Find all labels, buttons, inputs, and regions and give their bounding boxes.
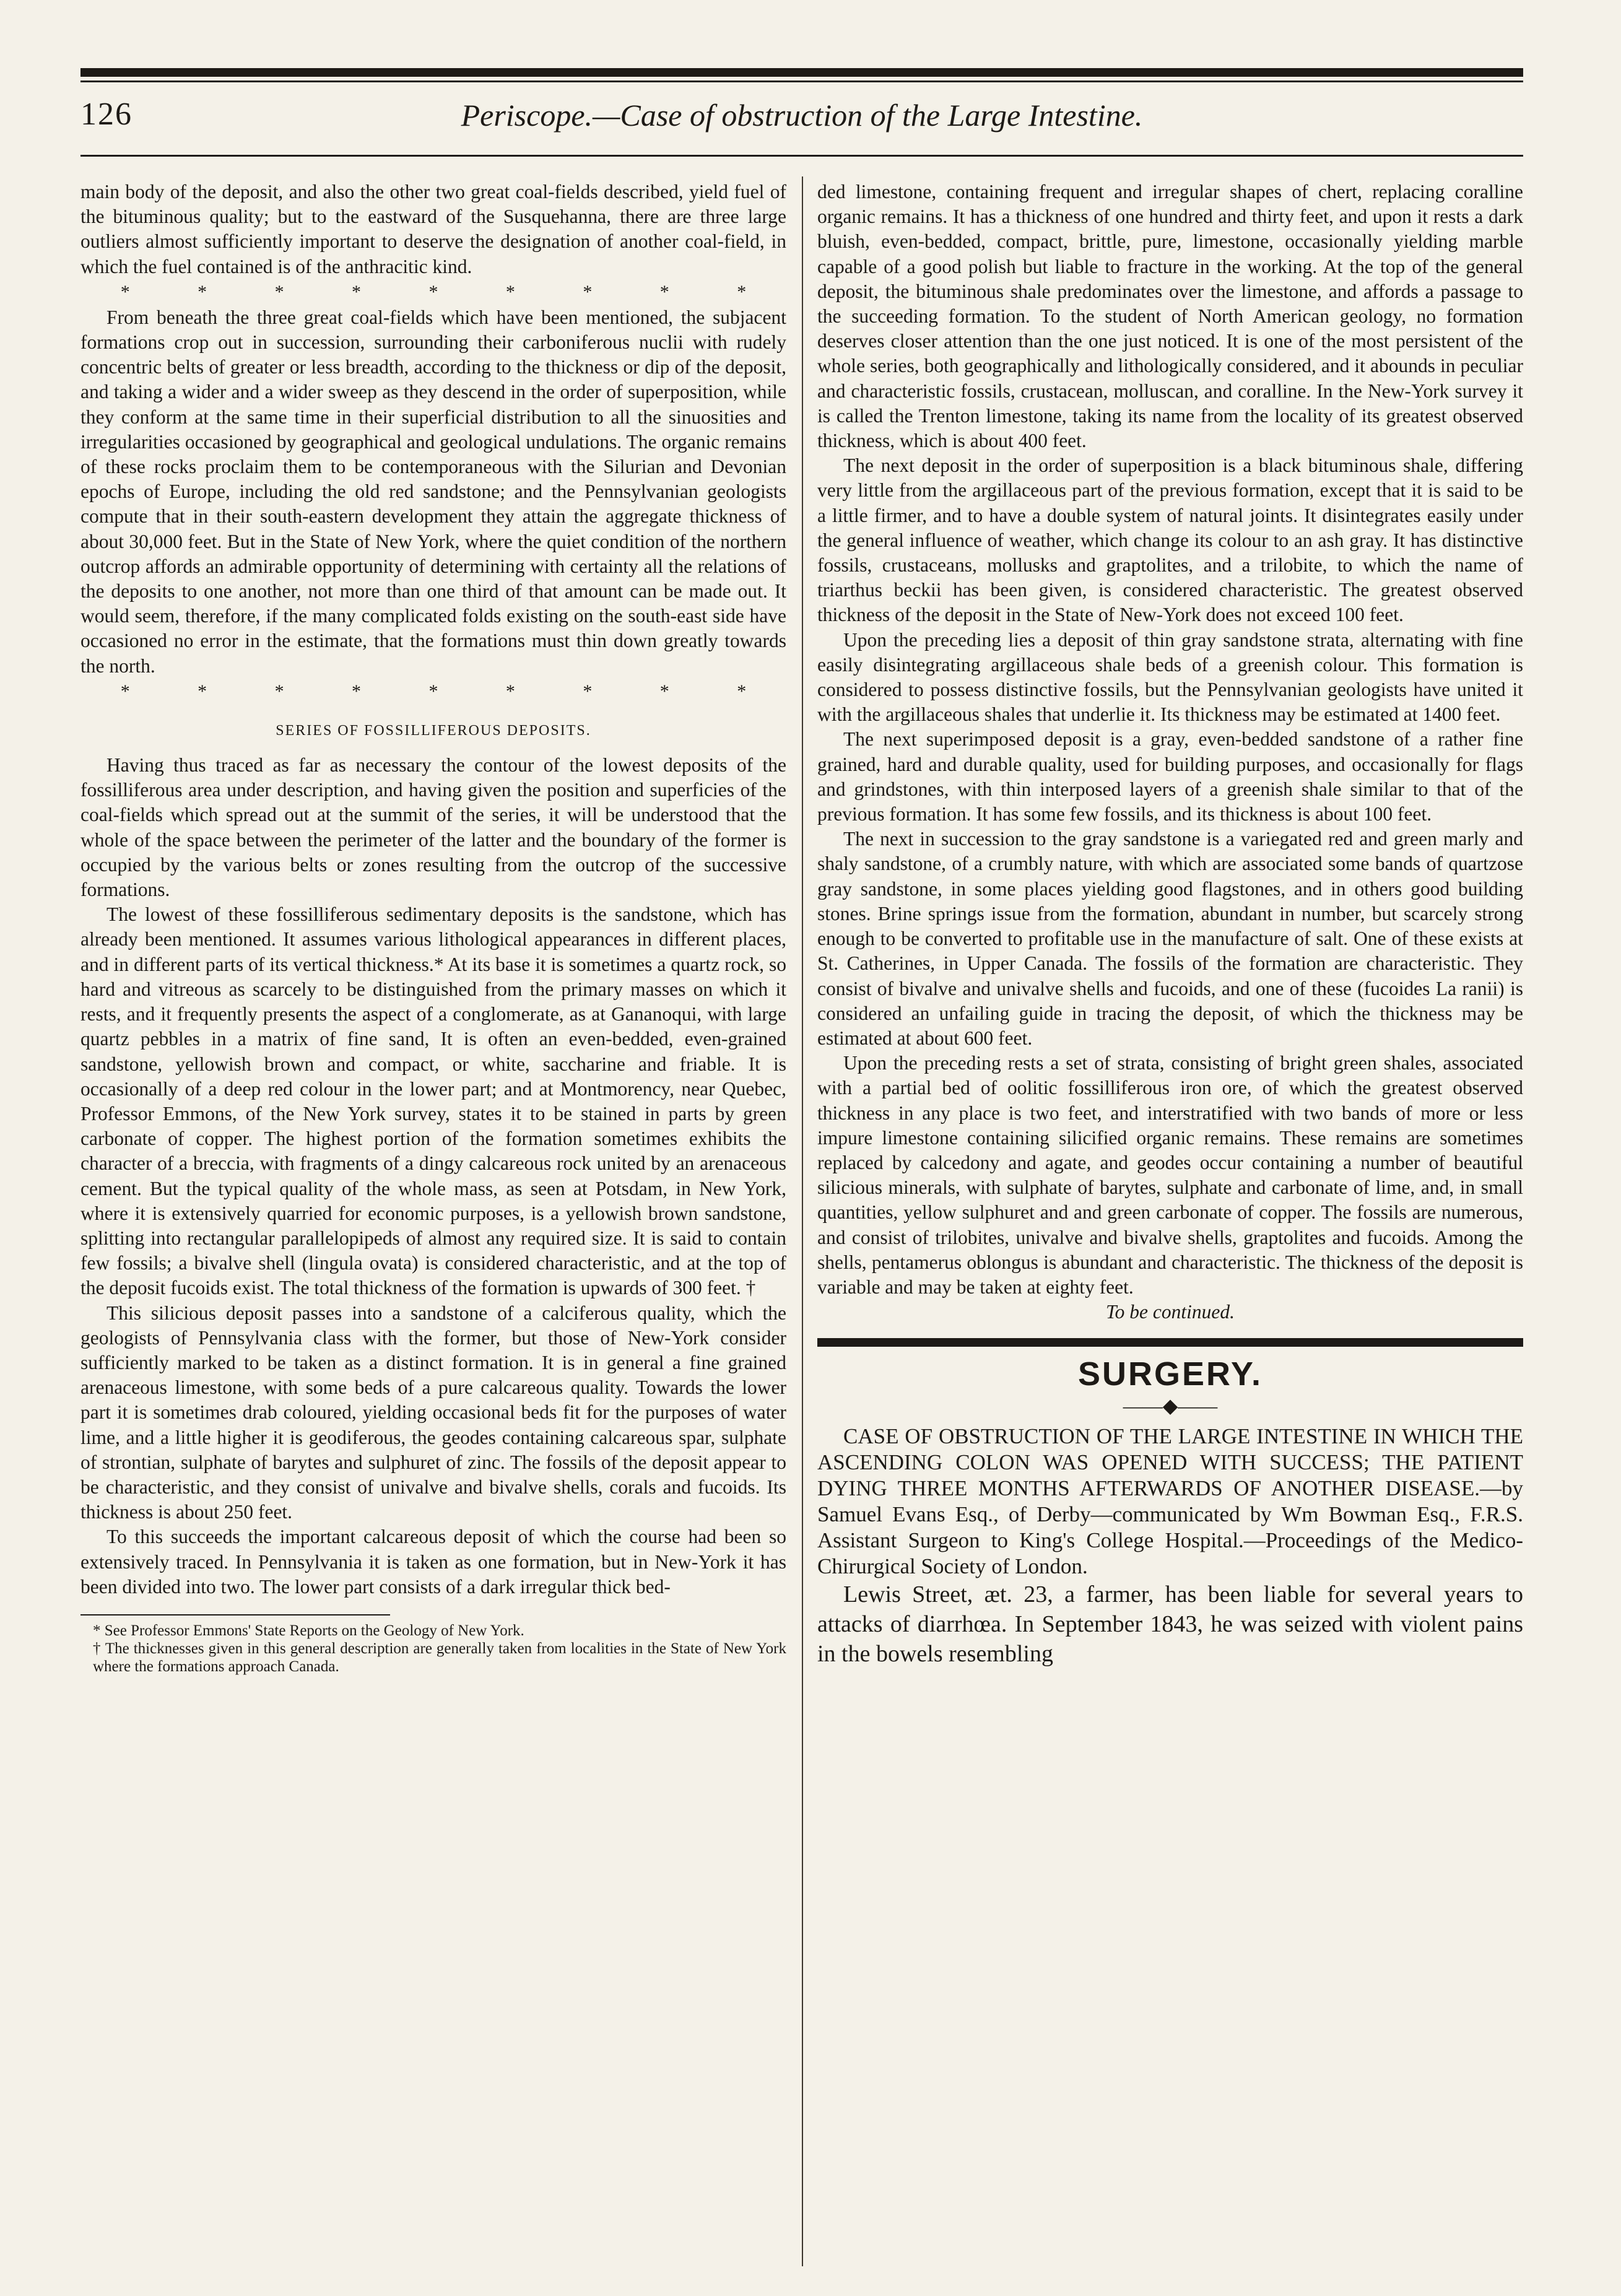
case-heading: CASE OF OBSTRUCTION OF THE LARGE INTESTINE IN WHICH THE ASCENDING COLON WAS OPENED WITH SUCCESS; THE PATIENT DYING THREE MONTHS AFTERWARDS OF ANOTHER DISEASE.—by Samuel Evans Esq., of Derby—communicated by Wm Bowman Esq., F.R.S. Assistant Surgeon to King's College Hospital.—Proceedings of the Medico-Chirurgical Society of London. bbox=[817, 1424, 1523, 1579]
paragraph: Having thus traced as far as necessary the contour of the lowest deposits of the fossilliferous area under description, and having given the position and superficies of the coal-fields which spread out at the summit of the series, it will be understood that the whole of the space between the perimeter of the latter and the boundary of the former is occupied by the various belts or zones resulting from the outcrop of the successive formations. bbox=[80, 754, 786, 901]
footnote: † The thicknesses given in this general description are generally taken from localities in the State of New York where the formations approach Canada. bbox=[93, 1640, 786, 1675]
section-title-surgery: SURGERY. bbox=[1077, 1355, 1263, 1393]
paragraph: The next in succession to the gray sandstone is a variegated red and green marly and shaly sandstone, of a crumbly nature, with which are associated some bands of quartzose gray sandstone, in some places yielding good flagstones, and in others good building stones. Brine springs issue from the formation, abundant in number, but scarcely strong enough to be converted to profitable use in the manufacture of salt. One of these exists at St. Catherines, in Upper Canada. The fossils of the formation are characteristic. They consist of bivalve and univalve shells and fucoids, and one of these (fucoides La ranii) is considered an unfailing guide in tracing the deposit, of which the thickness may be estimated at about 600 feet. bbox=[817, 828, 1523, 1049]
top-thick-rule bbox=[80, 68, 1523, 77]
footnote: * See Professor Emmons' State Reports on the Geology of New York. bbox=[93, 1622, 524, 1639]
running-title: Periscope.—Case of obstruction of the Large Intestine. bbox=[461, 98, 1143, 133]
paragraph: main body of the deposit, and also the other two great coal-fields described, yield fuel of the bituminous quality; but to the eastward of the Susquehanna, there are three large outliers almost sufficiently important to deserve the designation of another coal-field, in which the fuel contained is of the anthracitic kind. bbox=[80, 181, 786, 277]
right-column bbox=[817, 180, 1523, 1669]
to-be-continued: To be continued. bbox=[1106, 1301, 1235, 1323]
page-number: 126 bbox=[80, 97, 133, 132]
footnote-rule bbox=[80, 1614, 390, 1615]
paragraph: Lewis Street, æt. 23, a farmer, has been liable for several years to attacks of diarrhœa. In September 1843, he was seized with violent pains in the bowels resembling bbox=[817, 1581, 1523, 1668]
paragraph: This silicious deposit passes into a sandstone of a calciferous quality, which the geologists of Pennsylvania class with the former, but those of New-York consider sufficiently marked to be taken as a distinct formation. It is in general a fine grained arenaceous limestone, with some beds of a pure calcareous quality. Towards the lower part it is sometimes drab coloured, yielding occasional beds fit for the purposes of water lime, and a little higher it is geodiferous, the geodes containing calcareous spar, sulphate of strontian, sulphate of barytes and sulphuret of zinc. The fossils of the deposit appear to be characteristic, and they consist of univalve and bivalve shells, corals and fucoids. Its thickness is about 250 feet. bbox=[80, 1302, 786, 1523]
paragraph: Upon the preceding rests a set of strata, consisting of bright green shales, associated with a partial bed of oolitic fossilliferous iron ore, of which the greatest observed thickness in any place is two feet, and interstratified with two bands of more or less impure limestone containing silicified organic remains. These remains are sometimes replaced by calcedony and agate, and geodes occur containing a number of beautiful silicious minerals, with sulphate of barytes, sulphate and carbonate of lime, and, in small quantities, yellow sulphuret and and green carbonate of copper. The fossils are numerous, and consist of trilobites, univalve and bivalve shells, graptolites and fucoids. Among the shells, pentamerus oblongus is abundant and characteristic. The thickness of the deposit is variable and may be taken at eighty feet. bbox=[817, 1052, 1523, 1298]
section-subheading: SERIES OF FOSSILLIFEROUS DEPOSITS. bbox=[276, 722, 591, 739]
paragraph: The next superimposed deposit is a gray, even-bedded sandstone of a rather fine grained, hard and durable quality, used for building purposes, and occasionally for flags and grindstones, with thin interposed layers of a greenish shale similar to that of the previous formation. It has some few fossils, and its thickness is about 100 feet. bbox=[817, 728, 1523, 825]
paragraph: ded limestone, containing frequent and irregular shapes of chert, replacing coralline organic remains. It has a thickness of one hundred and thirty feet, and upon it rests a dark bluish, even-bedded, compact, brittle, pure, limestone, occasionally yielding marble capable of a good polish but liable to fracture in the working. At the top of the general deposit, the bituminous shale predominates over the limestone, and affords a passage to the succeeding formation. To the student of North American geology, no formation deserves closer attention than the one just noticed. It is one of the most persistent of the whole series, both geographically and lithologically considered, and it abounds in peculiar and characteristic fossils, crustacean, molluscan, and coralline. In the New-York survey it is called the Trenton limestone, taking its name from the locality of its greatest observed thickness, which is about 400 feet. bbox=[817, 181, 1523, 452]
paragraph: The lowest of these fossilliferous sedimentary deposits is the sandstone, which has already been mentioned. It assumes various lithological appearances in different places, and in different parts of its vertical thickness.* At its base it is sometimes a quartz rock, so hard and vitreous as scarcely to be distinguished from the primary masses on which it rests, and it frequently presents the aspect of a conglomerate, as at Gananoqui, with large quartz pebbles in a matrix of fine sand, It is often an even-bedded, even-grained sandstone, yellowish brown and compact, or white, saccharine and friable. It is occasionally of a deep red colour in the lower part; and at Montmorency, near Quebec, Professor Emmons, of the New York survey, states it to be stained in parts by green carbonate of copper. The highest portion of the formation sometimes exhibits the character of a breccia, with fragments of a dingy calcareous rock united by an arenaceous cement. But the typical quality of the whole mass, as seen at Potsdam, in New York, where it is extensively quarried for economic purposes, is a yellowish brown sandstone, splitting into rectangular parallelopipeds of almost any required size. It is said to contain few fossils; a bivalve shell (lingula ovata) is considered characteristic, and at the top of the deposit fucoids exist. The total thickness of the formation is upwards of 300 feet. † bbox=[80, 903, 786, 1299]
paragraph: From beneath the three great coal-fields which have been mentioned, the subjacent formations crop out in succession, surrounding their carboniferous nuclii with rudely concentric belts of greater or less breadth, according to the thickness or dip of the deposit, and taking a wider and a wider sweep as they descend in the order of superposition, while they conform at the same time in their superficial distribution to all the sinuosities and irregularities occasioned by geographical and geological undulations. The organic remains of these rocks proclaim them to be contemporaneous with the Silurian and Devonian epochs of Europe, including the old red sandstone; and the Pennsylvanian geologists compute that in their south-eastern development they attain the aggregate thickness of about 30,000 feet. But in the State of New York, where the quiet condition of the northern outcrop affords an admirable opportunity of determining with certainty all the relations of the deposits to one another, not more than one third of that amount can be made out. It would seem, therefore, if the many complicated folds existing on the south-east side have occasioned no error in the estimate, that the formations must thin down greatly towards the north. bbox=[80, 306, 786, 677]
left-column bbox=[80, 180, 786, 1676]
paragraph: The next deposit in the order of superposition is a black bituminous shale, differing very little from the argillaceous part of the previous formation, except that it is said to be a little firmer, and to have a double system of natural joints. It disintegrates easily under the general influence of weather, which change its colour to an ash gray. It has distinctive fossils, crustaceans, mollusks and graptolites, and a trilobite, to which the name of triarthus beckii has been given, is considered characteristic. The greatest observed thickness of the deposit in the State of New-York does not exceed 100 feet. bbox=[817, 454, 1523, 626]
ornament-divider-icon: ——◆—— bbox=[1123, 1394, 1218, 1417]
column-divider bbox=[802, 176, 803, 2266]
top-thin-rule bbox=[80, 80, 1523, 82]
header-rule bbox=[80, 155, 1523, 157]
star-divider: * * * * * * * * * bbox=[120, 281, 747, 302]
star-divider: * * * * * * * * * bbox=[120, 681, 747, 702]
paragraph: To this succeeds the important calcareous deposit of which the course had been so extensively traced. In Pennsylvania it is taken as one formation, but in New-York it has been divided into two. The lower part consists of a dark irregular thick bed- bbox=[80, 1526, 786, 1598]
footnotes bbox=[80, 1622, 786, 1676]
paragraph: Upon the preceding lies a deposit of thin gray sandstone strata, alternating with fine easily disintegrating argillaceous shale beds of a greenish colour. This formation is considered to possess distinctive fossils, but the Pennsylvanian geologists have united it with the argillaceous shales that underlie it. Its thickness may be estimated at 1400 feet. bbox=[817, 628, 1523, 726]
page-header bbox=[80, 96, 1523, 146]
surgery-thick-rule bbox=[817, 1338, 1523, 1347]
